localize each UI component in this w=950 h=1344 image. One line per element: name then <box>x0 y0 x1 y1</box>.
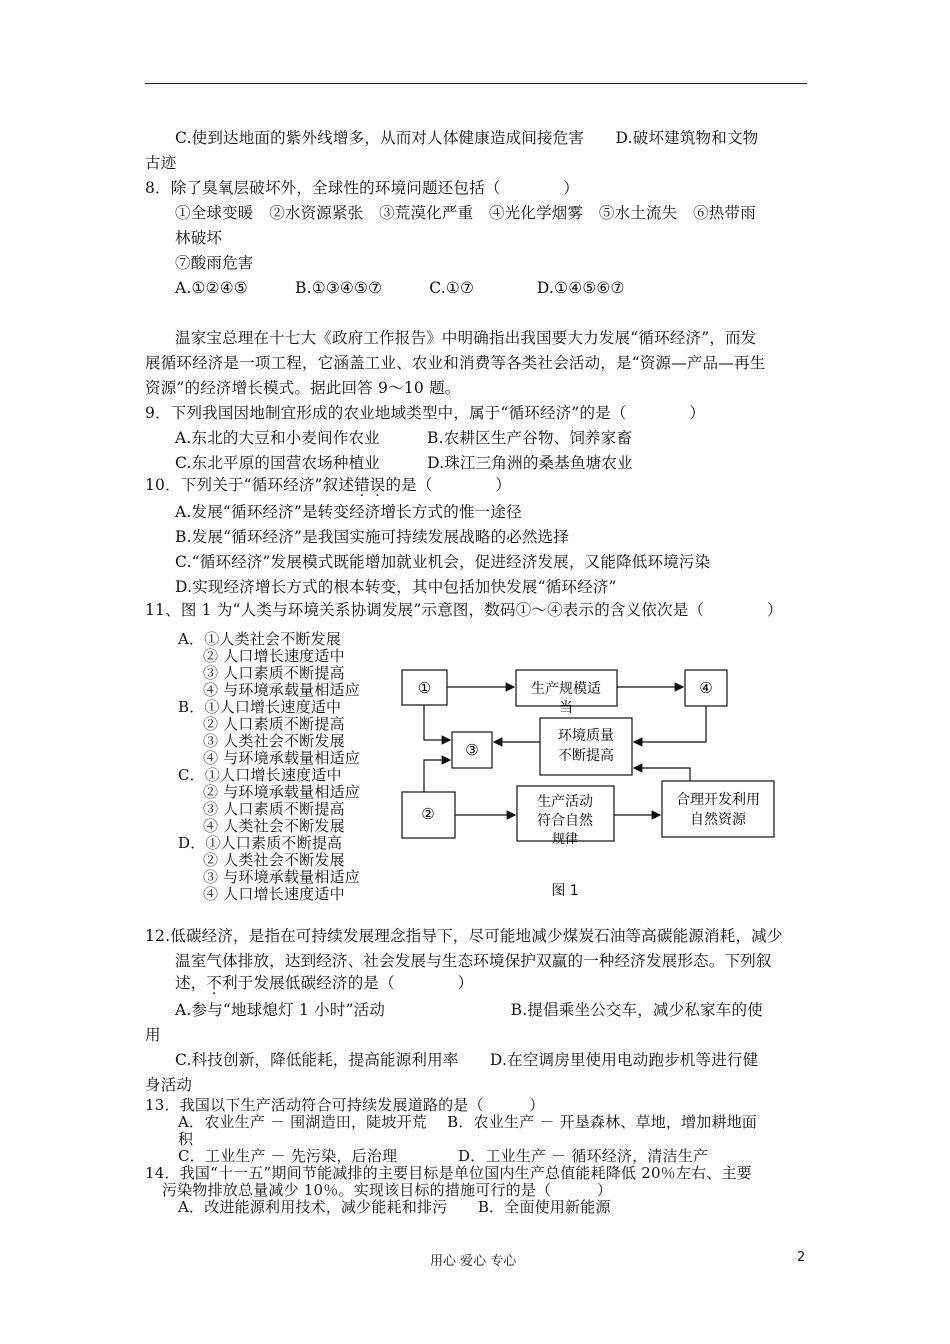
q12-stem-3b: 利于发展低碳经济的是（ ） <box>222 974 474 992</box>
box-scale-label-2: 当 <box>559 700 573 716</box>
q11-b3: ③ 人类社会不断发展 <box>203 732 345 750</box>
q12-options-ab-cont: 用 <box>145 1026 161 1044</box>
q10-emphasis-2: 误 <box>369 476 386 494</box>
q11-a1: A．①人类社会不断发展 <box>178 630 342 648</box>
q11-a2: ② 人口增长速度适中 <box>203 647 345 665</box>
q7-option-c-d: C.使到达地面的紫外线增多，从而对人体健康造成间接危害 D.破坏建筑物和文物 <box>175 129 759 147</box>
footer-text: 用心 爱心 专心 <box>430 1254 517 1269</box>
q14-options-ab: A．改进能源利用技术，减少能耗和排污 B．全面使用新能源 <box>178 1198 611 1216</box>
passage-line-3: 资源”的经济增长模式。据此回答 9～10 题。 <box>145 379 461 397</box>
q13-options-ab: A．农业生产 － 围湖造田，陡坡开荒 B．农业生产 － 开垦森林、草地，增加耕地面 <box>178 1113 758 1131</box>
q11-b4: ④ 与环境承载量相适应 <box>203 749 360 767</box>
q11-b1: B．①人口增长速度适中 <box>178 698 342 716</box>
q13-options-cd: C．工业生产 － 先污染，后治理 D．工业生产 － 循环经济，清洁生产 <box>178 1147 709 1165</box>
box-res-label-1: 合理开发利用 <box>676 792 760 808</box>
q14-stem-1: 14．我国“十一五”期间节能减排的主要目标是单位国内生产总值能耗降低 20％左右、主要 <box>145 1164 752 1182</box>
arrow-resources-to-env <box>634 768 690 781</box>
q10-stem-text-a: 10．下列关于“循环经济”叙述 <box>145 476 355 494</box>
figure-caption: 图 1 <box>551 883 579 899</box>
arrow-4-to-env <box>634 706 706 742</box>
q10-emphasis-1: 错 <box>354 476 370 494</box>
box-production <box>517 786 614 847</box>
q10-stem <box>145 475 511 495</box>
q11-d1: D．①人口素质不断提高 <box>178 834 343 852</box>
box-res-label-2: 自然资源 <box>690 812 746 828</box>
box-prod-label-1: 生产活动 <box>537 794 593 810</box>
q11-c4: ④ 人类社会不断发展 <box>203 817 345 835</box>
box-scale <box>516 670 617 716</box>
q11-c3: ③ 人口素质不断提高 <box>203 800 345 818</box>
q10-option-c: C.“循环经济”发展模式既能增加就业机会，促进经济发展，又能降低环境污染 <box>175 553 711 571</box>
q8-item-7: ⑦酸雨危害 <box>175 254 254 272</box>
q9-options-cd: C.东北平原的国营农场种植业 D.珠江三角洲的桑基鱼塘农业 <box>175 454 633 472</box>
box-3-label: ③ <box>465 741 479 759</box>
box-1 <box>402 670 447 705</box>
q11-c2: ② 与环境承载量相适应 <box>203 783 360 801</box>
arrow-2-to-3 <box>424 760 450 792</box>
q11-c1: C．①人口增长速度适中 <box>178 766 342 784</box>
q12-stem-3a: 述， <box>175 974 207 992</box>
q9-options-ab: A.东北的大豆和小麦间作农业 B.农耕区生产谷物、饲养家畜 <box>175 429 633 447</box>
q12-options-ab: A.参与“地球熄灯 1 小时”活动 B.提倡乘坐公交车，减少私家车的使 <box>175 1001 763 1019</box>
q11-b2: ② 人口素质不断提高 <box>203 715 345 733</box>
q10-option-d: D.实现经济增长方式的根本转变，其中包括加快发展“循环经济” <box>175 578 617 596</box>
q8-options: A.①②④⑤ B.①③④⑤⑦ C.①⑦ D.①④⑤⑥⑦ <box>175 279 625 297</box>
q10-option-b: B.发展“循环经济”是我国实施可持续发展战略的必然选择 <box>175 528 570 546</box>
q12-options-cd: C.科技创新，降低能耗，提高能源利用率 D.在空调房里使用电动跑步机等进行健 <box>175 1051 759 1069</box>
box-2-label: ② <box>421 805 435 823</box>
q12-emphasis: 不 <box>206 974 223 992</box>
q10-option-a: A.发展“循环经济”是转变经济增长方式的惟一途径 <box>175 503 522 521</box>
q8-stem: 8．除了臭氧层破坏外，全球性的环境问题还包括（ ） <box>145 179 579 197</box>
page-number: 2 <box>797 1250 806 1265</box>
box-scale-label-1: 生产规模适 <box>531 681 601 697</box>
box-4-label: ④ <box>699 679 713 697</box>
q8-items: ①全球变暖 ②水资源紧张 ③荒漠化严重 ④光化学烟雾 ⑤水土流失 ⑥热带雨 <box>175 204 756 222</box>
q10-stem-text-b: 的是（ ） <box>385 476 512 494</box>
q12-stem-3 <box>175 973 473 993</box>
q12-stem-2: 温室气体排放，达到经济、社会发展与生态环境保护双赢的一种经济发展形态。下列叙 <box>175 952 772 970</box>
box-resources <box>662 781 774 837</box>
q7-option-d-cont: 古迹 <box>145 154 177 172</box>
arrow-1-to-3 <box>424 705 450 740</box>
box-2 <box>402 792 455 838</box>
box-env-label-1: 环境质量 <box>558 728 614 744</box>
box-env-label-2: 不断提高 <box>558 748 614 764</box>
q11-stem: 11、图 1 为“人类与环境关系协调发展”示意图，数码①～④表示的含义依次是（ ） <box>145 601 783 619</box>
box-prod-label-2: 符合自然 <box>537 813 593 829</box>
box-prod-label-3: 规律 <box>551 832 579 847</box>
q11-d4: ④ 人口增长速度适中 <box>203 885 345 903</box>
q11-d3: ③ 与环境承载量相适应 <box>203 868 360 886</box>
passage-line-2: 展循环经济是一项工程，它涵盖工业、农业和消费等各类社会活动，是“资源—产品—再生 <box>145 354 766 372</box>
q11-d2: ② 人类社会不断发展 <box>203 851 345 869</box>
q11-a4: ④ 与环境承载量相适应 <box>203 681 360 699</box>
q12-stem-1: 12.低碳经济，是指在可持续发展理念指导下，尽可能地减少煤炭石油等高碳能源消耗，减少 <box>145 927 783 945</box>
q13-options-ab-cont: 积 <box>178 1130 194 1148</box>
figure-1-diagram <box>390 655 790 905</box>
header-rule <box>145 83 807 84</box>
box-1-label: ① <box>417 679 432 697</box>
q14-stem-2: 污染物排放总量减少 10％。实现该目标的措施可行的是（ ） <box>162 1181 613 1199</box>
q8-items-cont: 林破坏 <box>175 229 223 247</box>
q13-stem: 13．我国以下生产活动符合可持续发展道路的是（ ） <box>145 1096 545 1114</box>
passage-line-1: 温家宝总理在十七大《政府工作报告》中明确指出我国要大力发展“循环经济”，而发 <box>175 329 757 347</box>
q11-a3: ③ 人口素质不断提高 <box>203 664 345 682</box>
box-environment <box>540 718 632 775</box>
q12-options-cd-cont: 身活动 <box>145 1076 193 1094</box>
box-3 <box>452 732 492 768</box>
box-4 <box>685 670 727 706</box>
q9-stem: 9．下列我国因地制宜形成的农业地域类型中，属于“循环经济”的是（ ） <box>145 404 706 422</box>
